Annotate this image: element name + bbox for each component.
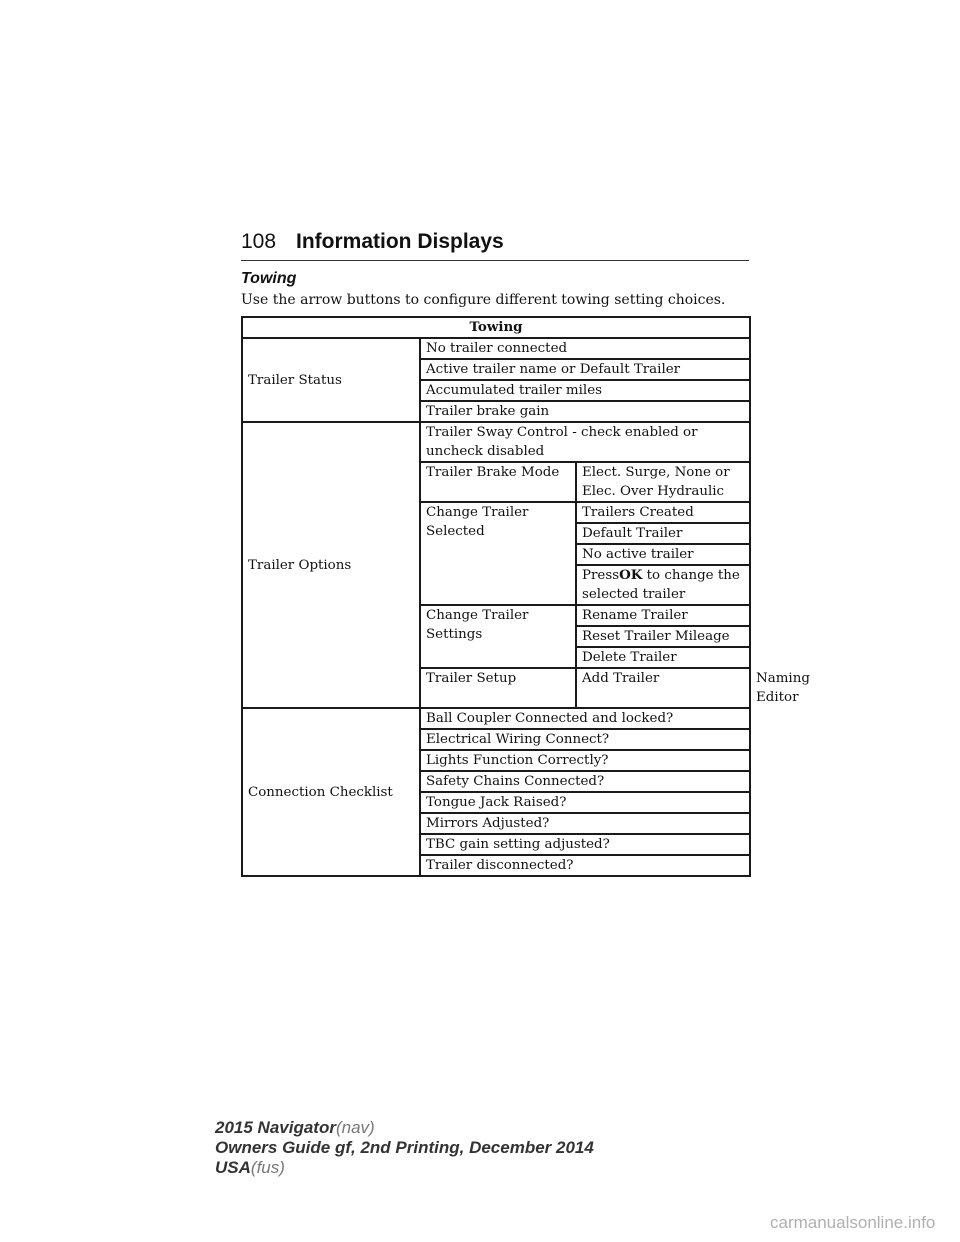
table-title-row: [242, 317, 750, 338]
page-header-title: Information Displays: [296, 230, 504, 253]
change-selected-item: No active trailer: [576, 544, 750, 565]
trailer-options-label: Trailer Options: [242, 422, 420, 708]
trailer-status-item: No trailer connected: [420, 338, 750, 359]
checklist-item: Mirrors Adjusted?: [420, 813, 750, 834]
change-settings-item: Reset Trailer Mileage: [576, 626, 750, 647]
press-rest-text: to change the selected trailer: [582, 568, 740, 602]
table-row: [242, 708, 750, 729]
footer-model-code: (nav): [335, 1118, 375, 1137]
trailer-status-item: Active trailer name or Default Trailer: [420, 359, 750, 380]
towing-menu-table: [241, 316, 810, 877]
footer-market-code: (fus): [250, 1158, 285, 1177]
change-settings-item: Delete Trailer: [576, 647, 750, 668]
footer-guide: Owners Guide gf, 2nd Printing, December 2014: [215, 1138, 594, 1157]
trailer-status-label: Trailer Status: [242, 338, 420, 422]
table-row: [242, 422, 750, 462]
watermark: carmanualsonline.info: [770, 1213, 936, 1232]
change-settings-item: Rename Trailer: [576, 605, 750, 626]
connection-checklist-label: Connection Checklist: [242, 708, 420, 876]
footer-line-market: [215, 1158, 594, 1178]
checklist-item: Electrical Wiring Connect?: [420, 729, 750, 750]
change-selected-item: Trailers Created: [576, 502, 750, 523]
trailer-status-item: Trailer brake gain: [420, 401, 750, 422]
change-selected-item: Default Trailer: [576, 523, 750, 544]
header-divider: [241, 260, 749, 261]
footer-market: USA: [215, 1158, 251, 1177]
checklist-item: Safety Chains Connected?: [420, 771, 750, 792]
section-heading: Towing: [241, 270, 297, 287]
sway-control-cell: Trailer Sway Control - check enabled or uncheck disabled: [420, 422, 750, 462]
ok-key: OK: [619, 567, 643, 583]
checklist-item: Tongue Jack Raised?: [420, 792, 750, 813]
brake-mode-value: Elect. Surge, None or Elec. Over Hydraulic: [576, 462, 750, 502]
footer-line-model: [215, 1118, 594, 1138]
page-number: 108: [241, 230, 277, 253]
checklist-item: Ball Coupler Connected and locked?: [420, 708, 750, 729]
checklist-item: Trailer disconnected?: [420, 855, 750, 876]
trailer-setup-sub: Add Trailer: [576, 668, 750, 708]
press-text: Press: [582, 568, 620, 583]
table-title: Towing: [242, 317, 750, 338]
document-footer: [215, 1118, 594, 1178]
table-row: Trailer Setup Add Trailer Naming Editor: [242, 668, 750, 708]
brake-mode-label: Trailer Brake Mode: [420, 462, 576, 502]
change-selected-label: Change Trailer Selected: [420, 502, 576, 605]
checklist-item: Lights Function Correctly?: [420, 750, 750, 771]
checklist-item: TBC gain setting adjusted?: [420, 834, 750, 855]
press-ok-cell: [576, 565, 750, 605]
change-settings-label: Change Trailer Settings: [420, 605, 576, 668]
table-row: [242, 338, 750, 359]
trailer-setup-label: Trailer Setup: [420, 668, 576, 708]
trailer-status-item: Accumulated trailer miles: [420, 380, 750, 401]
intro-paragraph: Use the arrow buttons to configure different towing setting choices.: [241, 292, 726, 308]
footer-model: 2015 Navigator: [215, 1118, 336, 1137]
